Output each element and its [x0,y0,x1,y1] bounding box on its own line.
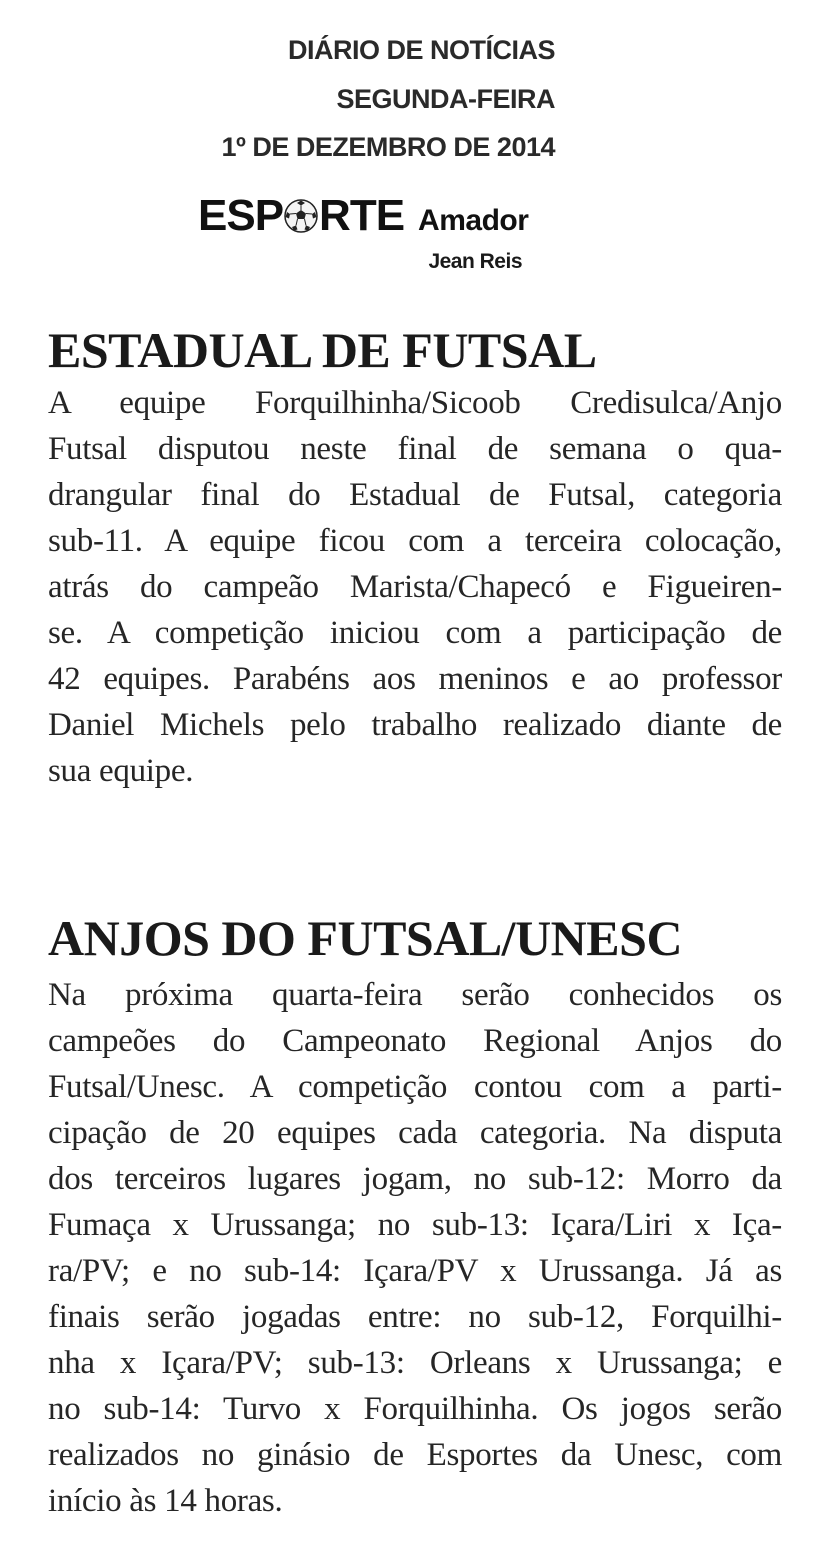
logo-text-left: ESP [198,191,284,240]
article-line: início às 14 horas. [48,1483,283,1519]
article-line: nha x Içara/PV; sub-13: Orleans x Urussanga; e [48,1345,782,1381]
article-line: Na próxima quarta-feira serão conhecidos os [48,977,782,1013]
article-line: atrás do campeão Marista/Chapecó e Figueiren- [48,569,782,605]
article-line: Futsal/Unesc. A competição contou com a parti- [48,1069,782,1105]
column-section: Amador [418,204,529,237]
article-line: no sub-14: Turvo x Forquilhinha. Os jogos serão [48,1391,782,1427]
article-body [48,972,782,1524]
article-line: Fumaça x Urussanga; no sub-13: Içara/Liri x Iça- [48,1207,782,1243]
column-logo-word [198,190,404,242]
column-logo [198,190,528,242]
article-headline: ESTADUAL DE FUTSAL [48,322,597,378]
article-line: A equipe Forquilhinha/Sicoob Credisulca/Anjo [48,385,782,421]
article-line: sub-11. A equipe ficou com a terceira colocação, [48,523,782,559]
article-line: finais serão jogadas entre: no sub-12, Forquilhi- [48,1299,782,1335]
article-line: drangular final do Estadual de Futsal, categoria [48,477,782,513]
article-line: se. A competição iniciou com a participação de [48,615,782,651]
newspaper-name: DIÁRIO DE NOTÍCIAS [287,35,555,65]
article-line: cipação de 20 equipes cada categoria. Na disputa [48,1115,782,1151]
publication-weekday: SEGUNDA-FEIRA [336,84,555,114]
logo-text-right: RTE [319,191,405,240]
article-line: ra/PV; e no sub-14: Içara/PV x Urussanga. Já as [48,1253,782,1289]
article-line: dos terceiros lugares jogam, no sub-12: Morro da [48,1161,782,1197]
article-line: realizados no ginásio de Esportes da Unesc, com [48,1437,782,1473]
soccer-ball-icon [284,199,318,233]
article-line: sua equipe. [48,753,194,789]
article-body [48,380,782,794]
article-line: campeões do Campeonato Regional Anjos do [48,1023,782,1059]
article-line: Daniel Michels pelo trabalho realizado diante de [48,707,782,743]
publication-date: 1º DE DEZEMBRO DE 2014 [221,132,555,162]
author-byline: Jean Reis [428,250,522,273]
article-headline: ANJOS DO FUTSAL/UNESC [48,910,683,966]
article-line: 42 equipes. Parabéns aos meninos e ao professor [48,661,782,697]
article-line: Futsal disputou neste final de semana o qua- [48,431,782,467]
